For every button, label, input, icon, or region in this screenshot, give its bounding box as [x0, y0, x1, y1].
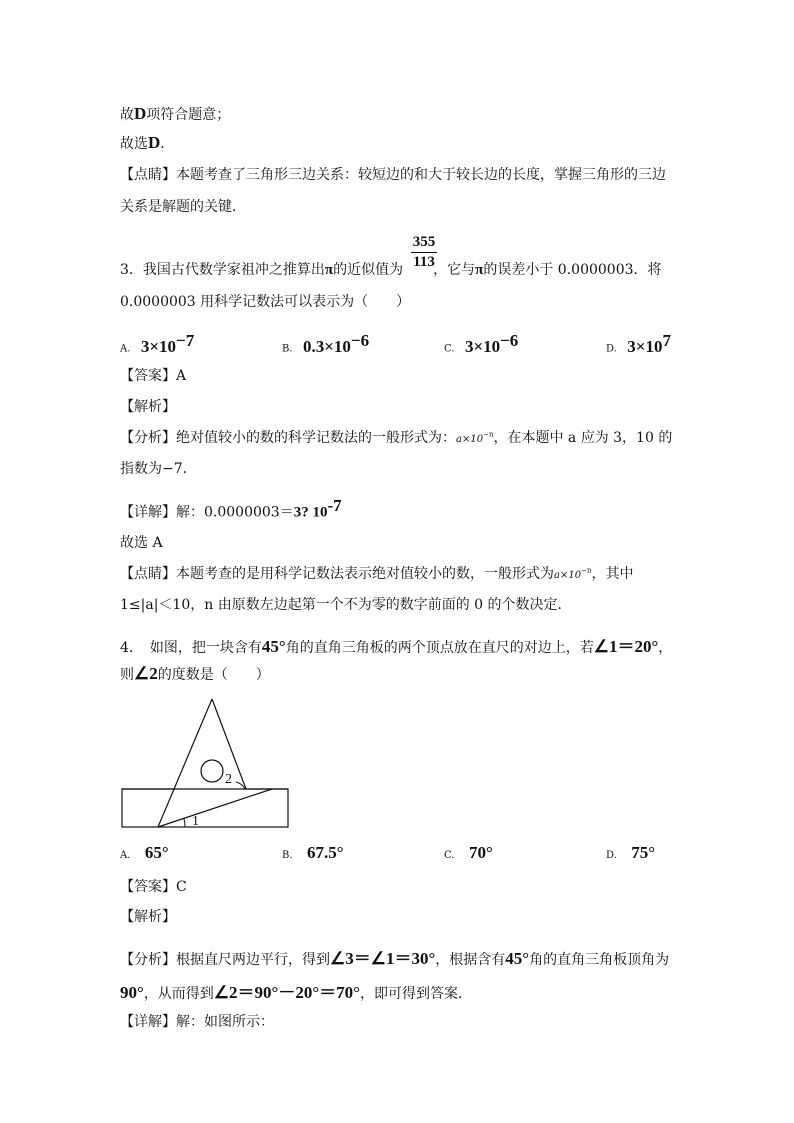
- ruler-triangle-figure: [118, 692, 293, 832]
- text: 故选: [120, 136, 148, 152]
- dianjing-line-2: 关系是解题的关键．: [120, 199, 246, 215]
- angle-1-arc: [184, 819, 185, 827]
- q3-option-c: [444, 331, 518, 357]
- text: 【详解】解：0.0000003＝: [120, 504, 294, 521]
- formula-exponent: −n: [483, 430, 494, 439]
- option-value: 3×10: [627, 336, 663, 356]
- option-letter: A.: [120, 343, 131, 355]
- text: 角的直角三角板顶角为: [529, 952, 670, 968]
- formula: a×10: [456, 434, 484, 445]
- text: 的误差小于 0.0000003．将: [483, 262, 662, 278]
- q3-detail: [120, 496, 342, 522]
- q4-option-c: [444, 843, 493, 863]
- q4-option-b: [282, 843, 344, 863]
- text: ，即可得到答案．: [359, 986, 472, 1002]
- text: ，在本题中 a 应为 3，10 的: [493, 430, 673, 446]
- angle-2: ∠2: [134, 664, 158, 683]
- text: ．: [160, 136, 175, 152]
- text: 【点睛】本题考查的是用科学记数法表示绝对值较小的数，一般形式为: [120, 566, 554, 582]
- option-d: D: [134, 104, 147, 123]
- q4-detail: 【详解】解：如图所示：: [120, 1014, 274, 1030]
- option-letter: A.: [120, 850, 131, 861]
- angle-1-label: 1: [192, 814, 199, 829]
- q3-option-d: [606, 331, 671, 357]
- option-exponent: −6: [350, 331, 370, 350]
- q3-option-a: [120, 331, 194, 357]
- text: 3．我国古代数学家祖冲之推算出: [120, 262, 325, 278]
- triangle-fill: [158, 699, 246, 827]
- q4-option-d: [606, 843, 655, 863]
- option-letter: D.: [606, 343, 617, 355]
- q4-stem-line-1: [120, 632, 672, 657]
- text: 的近似值为: [333, 262, 404, 278]
- q4-analysis-line-2: [120, 978, 472, 1003]
- option-value: 3×10: [140, 336, 177, 356]
- q4-answer: 【答案】C: [120, 879, 187, 895]
- pi-symbol: π: [324, 262, 334, 278]
- q3-stem-line-2: 0.0000003 用科学记数法可以表示为（ ）: [120, 294, 411, 310]
- q3-jiexi: 【解析】: [120, 399, 176, 415]
- q3-analysis-line-1: [120, 427, 672, 447]
- dianjing-line-1: 【点睛】本题考查了三角形三边关系：较短边的和大于较长边的长度，掌握三角形的三边: [120, 167, 666, 183]
- q3-choose: 故选 A: [120, 535, 163, 551]
- q4-analysis-line-1: [120, 944, 669, 969]
- option-value: 67.5°: [306, 843, 344, 862]
- text: 则: [120, 667, 134, 683]
- q3-dianjing-line-1: [120, 563, 633, 583]
- q4-jiexi: 【解析】: [120, 909, 176, 925]
- text: 【分析】根据直尺两边平行，得到: [120, 952, 330, 968]
- formula: a×10: [554, 570, 582, 581]
- q3-answer: 【答案】A: [120, 368, 187, 384]
- option-value: 70°: [468, 843, 493, 862]
- q3-option-b: [282, 331, 369, 357]
- text: 项符合题意；: [146, 107, 231, 123]
- text: ，根据含有: [435, 952, 506, 968]
- text: 的度数是（ ）: [157, 667, 270, 683]
- line-d-conclusion: [120, 104, 230, 124]
- angle-45: 45°: [261, 637, 286, 656]
- option-letter: B.: [282, 850, 293, 861]
- q3-dianjing-line-2: 1≤|a|＜10，n 由原数左边起第一个不为零的数字前面的 0 的个数决定．: [120, 597, 572, 613]
- denominator: 113: [413, 254, 435, 270]
- option-exponent: −6: [500, 331, 519, 350]
- option-d: D: [148, 133, 161, 152]
- text: ，它与: [433, 262, 476, 278]
- line-choose-d: [120, 133, 174, 153]
- formula-exponent: −n: [581, 566, 592, 575]
- text: ，: [658, 640, 673, 656]
- option-letter: D.: [606, 850, 617, 861]
- text: ，从而得到: [143, 986, 214, 1002]
- option-letter: C.: [444, 850, 455, 861]
- text: 角的直角三角板的两个顶点放在直尺的对边上，若: [285, 640, 594, 656]
- text: 故: [120, 107, 134, 123]
- numerator: 355: [412, 234, 436, 250]
- pi-symbol: π: [475, 262, 484, 278]
- text: 4． 如图，把一块含有: [120, 640, 262, 656]
- option-exponent: 7: [662, 331, 671, 350]
- angle-2-label: 2: [225, 772, 232, 787]
- formula: ∠2＝90°－20°＝70°: [213, 983, 360, 1002]
- fraction-bar: [411, 252, 437, 253]
- q4-stem-line-2: [120, 664, 270, 684]
- option-value: 3×10: [464, 336, 501, 356]
- q3-stem-line-1: [120, 259, 662, 279]
- option-exponent: −7: [176, 331, 195, 350]
- angle-45: 45°: [505, 949, 530, 968]
- option-letter: C.: [444, 343, 455, 355]
- option-value: 0.3×10: [302, 336, 351, 356]
- formula: ∠3＝∠1＝30°: [330, 949, 436, 968]
- option-letter: B.: [282, 343, 293, 355]
- angle-1-eq: ∠1＝20°: [593, 637, 659, 656]
- formula-exponent: -7: [327, 496, 342, 515]
- q3-analysis-line-2: 指数为−7．: [120, 461, 197, 477]
- option-value: 65°: [144, 843, 169, 862]
- text: 【分析】绝对值较小的数的科学记数法的一般形式为：: [120, 430, 456, 446]
- text: ，其中: [591, 566, 634, 582]
- formula: 3? 10: [293, 504, 328, 521]
- option-value: 75°: [631, 843, 656, 862]
- angle-90: 90°: [120, 983, 144, 1002]
- q4-option-a: [120, 843, 169, 863]
